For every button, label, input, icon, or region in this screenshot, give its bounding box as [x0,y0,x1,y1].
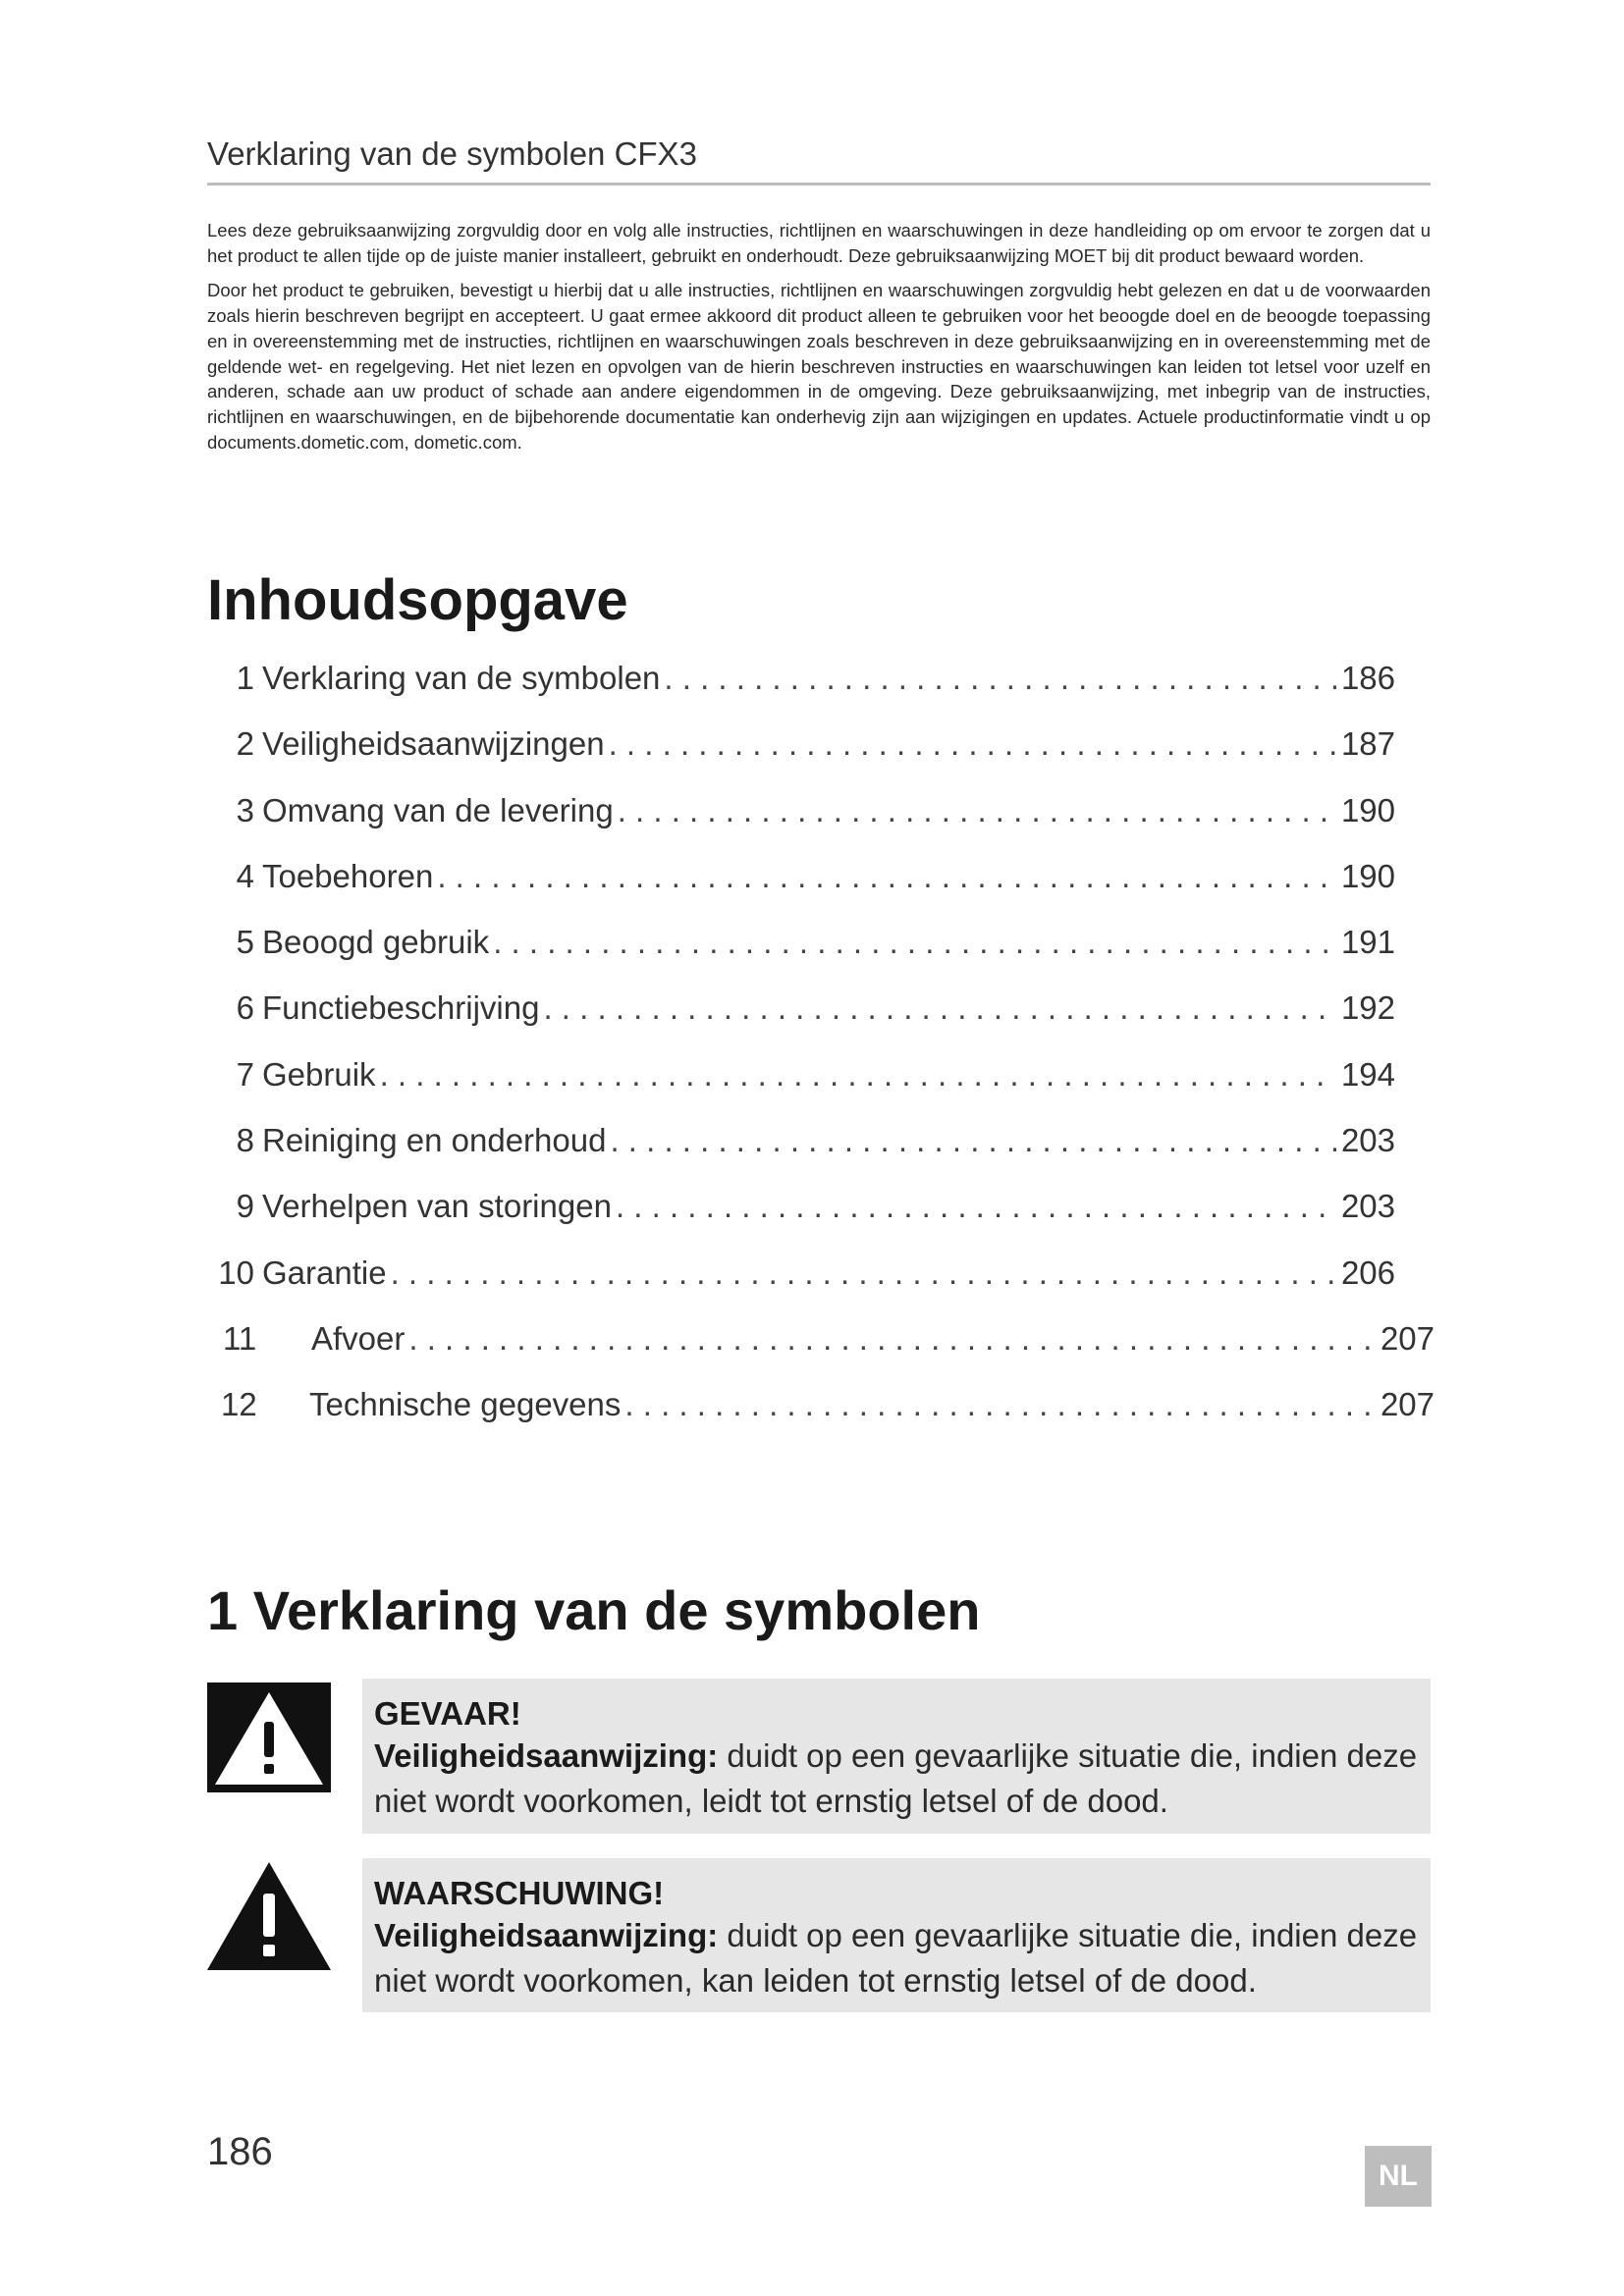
toc-entry-9[interactable] [207,1188,1435,1254]
toc-entry-number: 4 [236,857,254,894]
toc-entry-3[interactable] [207,792,1435,858]
toc-entry-number: 7 [236,1055,254,1093]
toc-leader [408,1320,1370,1358]
notice-label: Veiligheidsaanwijzing: [374,1917,719,1953]
toc-entry-text: Functiebeschrijving [262,989,540,1027]
language-badge: NL [1365,2146,1432,2207]
intro-text [207,218,1431,464]
toc-entry-text: Reiniging en onderhoud [262,1122,607,1159]
toc-entry-page: 203 [1340,1188,1395,1225]
toc-entry-page: 191 [1340,924,1395,961]
toc-entry-1[interactable] [207,660,1435,725]
notice-text: duidt op een gevaarlijke situatie die, indien deze niet wordt voorkomen, kan leiden tot ernstig letsel of de dood. [374,1917,1418,1999]
toc-leader [609,725,1336,763]
toc-entry-page: 194 [1340,1055,1395,1093]
toc-leader [664,660,1336,697]
toc-entry-number: 1 [236,660,254,696]
toc-leader [618,792,1336,829]
toc-entry-text: Veiligheidsaanwijzingen [262,725,605,763]
toc-entry-number: 2 [236,725,254,763]
toc-entry-page: 186 [1340,660,1395,696]
toc-leader [543,989,1336,1027]
toc-entry-number: 8 [236,1122,254,1159]
toc-entry-5[interactable] [207,924,1435,989]
notice-text: duidt op een gevaarlijke situatie die, indien deze niet wordt voorkomen, leidt tot ernstig letsel of de dood. [374,1737,1418,1819]
toc-entry-10[interactable] [207,1255,1435,1320]
warning-notice [362,1858,1431,2012]
toc-entry-text: Garantie [262,1254,387,1291]
notice-body [374,1913,1419,2003]
toc-entry-page: 190 [1340,857,1395,894]
toc-entry-text: Afvoer [311,1319,406,1357]
notice-body [374,1734,1419,1824]
danger-notice [362,1679,1431,1834]
toc-entry-number: 3 [236,791,254,828]
toc-entry-text: Omvang van de levering [262,791,614,828]
toc-leader [616,1188,1336,1225]
toc-entry-number: 10 [218,1254,254,1291]
toc-entry-text: Verklaring van de symbolen [262,660,661,696]
section-title: 1 Verklaring van de symbolen [207,1579,981,1641]
toc-leader [610,1122,1336,1159]
toc-entry-page: 190 [1340,791,1395,828]
toc-entry-text: Verhelpen van storingen [262,1188,612,1225]
toc-leader [493,924,1336,961]
toc-entry-page: 203 [1340,1122,1395,1159]
toc-entry-8[interactable] [207,1122,1435,1188]
toc-entry-11[interactable] [207,1320,1435,1386]
toc-leader [624,1386,1370,1423]
toc-entry-page: 206 [1340,1254,1395,1291]
toc-entry-page: 207 [1380,1319,1435,1357]
page-number: 186 [207,2130,273,2173]
notice-heading: WAARSCHUWING! [374,1875,665,1911]
warning-triangle-icon [204,1858,334,1974]
toc-entry-text: Gebruik [262,1055,376,1093]
toc-entry-text: Toebehoren [262,857,434,894]
notice-heading: GEVAAR! [374,1695,521,1732]
notice-label: Veiligheidsaanwijzing: [374,1737,719,1774]
toc-leader [437,858,1336,895]
toc-entry-page: 187 [1340,725,1395,763]
warning-icon [204,1858,334,1974]
danger-triangle-icon [207,1682,331,1792]
intro-paragraph: Lees deze gebruiksaanwijzing zorgvuldig door en volg alle instructies, richtlijnen en waarschuwingen in deze handleiding op om ervoor te zorgen dat u het product te allen tijde op de juiste manier installeert, gebruikt en onderhoudt. Deze gebruiksaanwijzing MOET bij dit product bewaard worden. [207,220,1431,266]
toc-entry-number: 9 [236,1188,254,1225]
toc-entry-number: 12 [221,1386,257,1423]
toc-entry-number: 11 [223,1319,257,1357]
toc-title: Inhoudsopgave [207,568,628,632]
running-header: Verklaring van de symbolen CFX3 [207,135,1431,186]
toc-entry-12[interactable] [207,1386,1435,1452]
toc-entry-page: 207 [1380,1386,1435,1423]
danger-icon [207,1682,331,1792]
intro-paragraph: Door het product te gebruiken, bevestigt u hierbij dat u alle instructies, richtlijnen en waarschuwingen zorgvuldig hebt gelezen en dat u de voorwaarden zoals hierin beschreven begrijpt en accepteert. U gaat ermee akkoord dit product alleen te gebruiken voor het beoogde doel en de beoogde toepassing en in overeenstemming met de instructies, richtlijnen en waarschuwingen zoals beschreven in deze gebruiksaanwijzing en in overeenstemming met de geldende wet- en regelgeving. Het niet lezen en opvolgen van de hierin beschreven instructies en waarschuwingen kan leiden tot letsel voor uzelf en anderen, schade aan uw product of schade aan andere eigendommen in de omgeving. Deze gebruiksaanwijzing, met inbegrip van de instructies, richtlijnen en waarschuwingen, en de bijbehorende documentatie kan onderhevig zijn aan wijzigingen en updates. Actuele productinformatie vindt u op documents.dometic.com, dometic.com. [207,280,1431,453]
toc-entry-4[interactable] [207,858,1435,924]
table-of-contents [207,660,1435,1453]
toc-leader [380,1056,1336,1094]
toc-entry-6[interactable] [207,989,1435,1055]
toc-entry-number: 5 [236,924,254,961]
toc-leader [391,1255,1336,1292]
toc-entry-2[interactable] [207,725,1435,791]
toc-entry-text: Beoogd gebruik [262,924,490,961]
toc-entry-text: Technische gegevens [309,1386,622,1423]
toc-entry-7[interactable] [207,1056,1435,1122]
toc-entry-page: 192 [1340,989,1395,1027]
toc-entry-number: 6 [236,989,254,1027]
